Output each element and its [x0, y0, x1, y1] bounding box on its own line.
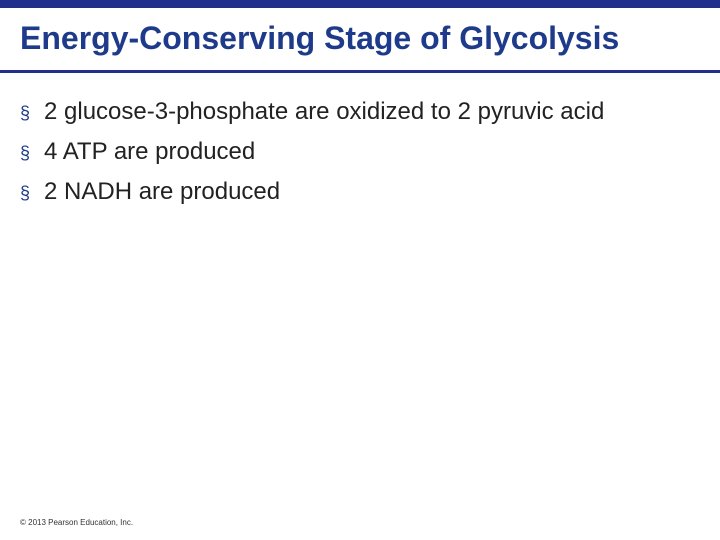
bullet-item: [20, 98, 604, 138]
copyright-footer: © 2013 Pearson Education, Inc.: [20, 518, 134, 527]
bullet-text: 2 NADH are produced: [44, 178, 281, 205]
bullet-marker-icon: §: [20, 143, 31, 163]
top-accent-bar: [0, 0, 720, 8]
bullet-list: [20, 98, 604, 218]
bullet-item: [20, 178, 604, 218]
bullet-text: 2 glucose-3-phosphate are oxidized to 2 pyruvic acid: [44, 98, 605, 125]
bullet-marker-icon: §: [20, 103, 31, 123]
bullet-marker-icon: §: [20, 183, 31, 203]
bullet-item: [20, 138, 604, 178]
slide-title: Energy-Conserving Stage of Glycolysis: [20, 20, 620, 56]
bullet-text: 4 ATP are produced: [44, 138, 256, 165]
title-divider: [0, 70, 720, 73]
